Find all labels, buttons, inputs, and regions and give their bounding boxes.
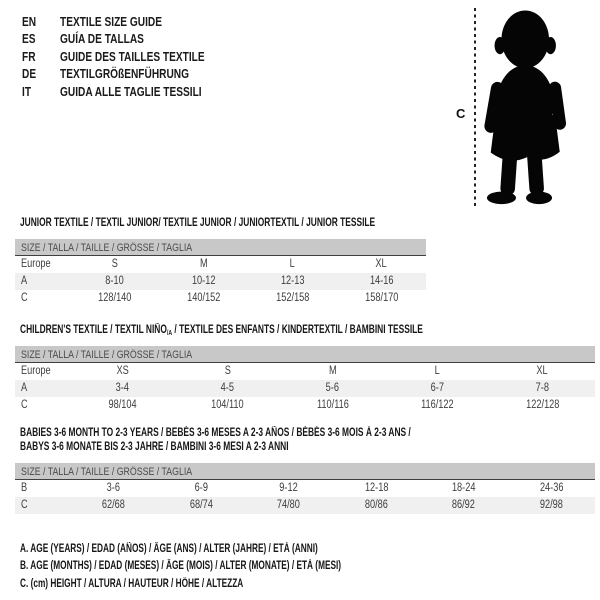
- table-title: BABIES 3-6 MONTH TO 2-3 YEARS / BEBÉS 3-6 MESES A 2-3 AÑOS / BÉBÉS 3-6 MOIS À 2-3 ANS /: [20, 427, 411, 439]
- table-title: JUNIOR TEXTILE / TEXTIL JUNIOR/ TEXTILE JUNIOR / JUNIORTEXTIL / JUNIOR TESSILE: [20, 217, 376, 229]
- table-row: [15, 397, 595, 414]
- row-value-cell: 86/92: [452, 499, 476, 511]
- size-header-label: SIZE / TALLA / TAILLE / GRÖSSE / TAGLIA: [21, 349, 193, 361]
- row-value-cell: 18-24: [451, 482, 476, 494]
- row-value-cell: XL: [536, 365, 549, 377]
- row-value-cell: L: [289, 258, 296, 270]
- row-value-cell: XL: [375, 258, 388, 270]
- row-value-cell: 8-10: [105, 275, 124, 287]
- row-label-cell: Europe: [21, 258, 51, 270]
- table-row: [15, 380, 595, 397]
- language-label: GUIDE DES TAILLES TEXTILE: [60, 48, 205, 64]
- language-code: DE: [22, 66, 37, 82]
- table-title: BABYS 3-6 MONATE BIS 2-3 JAHRE / BAMBINI 3-6 MESI A 2-3 ANNI: [20, 441, 289, 453]
- row-value-cell: 4-5: [220, 382, 235, 394]
- row-label-cell: C: [21, 499, 28, 511]
- height-measure-label: C: [456, 106, 466, 121]
- language-row-it: [22, 83, 245, 100]
- size-header-bar: [15, 346, 595, 363]
- babies-textile-table: [15, 425, 595, 514]
- footnote-text: B. AGE (MONTHS) / EDAD (MESES) / ÂGE (MOIS) / ALTER (MONATE) / ETÀ (MESI): [20, 560, 342, 573]
- row-value-cell: 6-7: [430, 382, 445, 394]
- table-title-block: [15, 425, 595, 453]
- footnote-b: [20, 556, 466, 573]
- footnote-a: [20, 539, 466, 556]
- table-title-block: [15, 322, 595, 336]
- table-rows: [15, 256, 426, 307]
- row-value-cell: 80/86: [364, 499, 388, 511]
- height-measure-dashed-line: [474, 8, 476, 206]
- language-row-es: [22, 30, 245, 47]
- language-code: EN: [22, 14, 37, 29]
- language-code: ES: [22, 31, 36, 47]
- row-value-cell: 3-6: [107, 482, 121, 494]
- row-value-cell: 74/80: [277, 499, 301, 511]
- footnotes: [20, 539, 466, 591]
- row-value-cell: 92/98: [539, 499, 563, 511]
- language-code: FR: [22, 48, 36, 64]
- language-label: TEXTILGRÖßENFÜHRUNG: [60, 66, 190, 82]
- row-value-cell: 152/158: [275, 292, 310, 304]
- row-value-cell: 104/110: [211, 399, 244, 411]
- table-row: [15, 273, 426, 290]
- row-value-cell: 110/116: [316, 399, 349, 411]
- row-value-cell: 62/68: [102, 499, 126, 511]
- row-value-cell: M: [199, 258, 208, 270]
- language-header: [22, 13, 245, 100]
- row-label-cell: B: [21, 482, 28, 494]
- table-row: [15, 480, 595, 497]
- size-header-label: SIZE / TALLA / TAILLE / GRÖSSE / TAGLIA: [21, 242, 193, 254]
- row-label-cell: A: [21, 382, 28, 394]
- row-value-cell: 122/128: [525, 399, 560, 411]
- language-row-de: [22, 65, 245, 82]
- junior-textile-table: [15, 215, 426, 307]
- table-row: [15, 497, 595, 514]
- row-value-cell: S: [224, 365, 231, 377]
- row-value-cell: L: [434, 365, 441, 377]
- row-value-cell: 6-9: [194, 482, 208, 494]
- row-value-cell: XS: [116, 365, 129, 377]
- language-label: TEXTILE SIZE GUIDE: [60, 14, 162, 29]
- table-row: [15, 363, 595, 380]
- row-label-cell: C: [21, 399, 28, 411]
- row-value-cell: S: [111, 258, 118, 270]
- row-label-cell: A: [21, 275, 28, 287]
- row-value-cell: 68/74: [189, 499, 213, 511]
- row-label-cell: C: [21, 292, 28, 304]
- language-row-fr: [22, 48, 245, 65]
- table-rows: [15, 363, 595, 414]
- table-title: CHILDREN'S TEXTILE / TEXTIL $NIÑO_{/A}$ / TEXTILE DES ENFANTS / KINDERTEXTIL / BAMBINI TESSILE: [20, 324, 423, 337]
- row-value-cell: 116/122: [421, 399, 454, 411]
- row-value-cell: 14-16: [369, 275, 394, 287]
- language-row-en: [22, 13, 245, 30]
- language-label: GUIDA ALLE TAGLIE TESSILI: [60, 83, 202, 99]
- language-code: IT: [22, 83, 32, 99]
- row-value-cell: 9-12: [279, 482, 298, 494]
- row-value-cell: 12-18: [364, 482, 389, 494]
- footnote-text: C. (cm) HEIGHT / ALTURA / HAUTEUR / HÖHE / ALTEZZA: [20, 577, 244, 590]
- row-value-cell: 10-12: [191, 275, 216, 287]
- footnote-text: A. AGE (YEARS) / EDAD (AÑOS) / ÂGE (ANS) / ALTER (JAHRE) / ETÀ (ANNI): [20, 543, 318, 555]
- row-value-cell: 98/104: [108, 399, 137, 411]
- table-rows: [15, 480, 595, 514]
- row-value-cell: M: [328, 365, 337, 377]
- row-value-cell: 24-36: [539, 482, 564, 494]
- baby-silhouette-image: [480, 5, 572, 208]
- table-row: [15, 290, 426, 307]
- row-value-cell: 7-8: [535, 382, 550, 394]
- childrens-textile-table: [15, 322, 595, 414]
- row-value-cell: 158/170: [364, 292, 399, 304]
- row-label-cell: Europe: [21, 365, 51, 377]
- size-header-bar: [15, 239, 426, 256]
- row-value-cell: 5-6: [325, 382, 340, 394]
- row-value-cell: 140/152: [186, 292, 221, 304]
- table-title-block: [15, 215, 426, 229]
- row-value-cell: 12-13: [280, 275, 305, 287]
- row-value-cell: 3-4: [115, 382, 130, 394]
- size-header-label: SIZE / TALLA / TAILLE / GRÖSSE / TAGLIA: [21, 466, 193, 478]
- row-value-cell: 128/140: [97, 292, 132, 304]
- size-header-bar: [15, 463, 595, 480]
- table-row: [15, 256, 426, 273]
- footnote-c: [20, 574, 466, 591]
- language-label: GUÍA DE TALLAS: [60, 31, 144, 47]
